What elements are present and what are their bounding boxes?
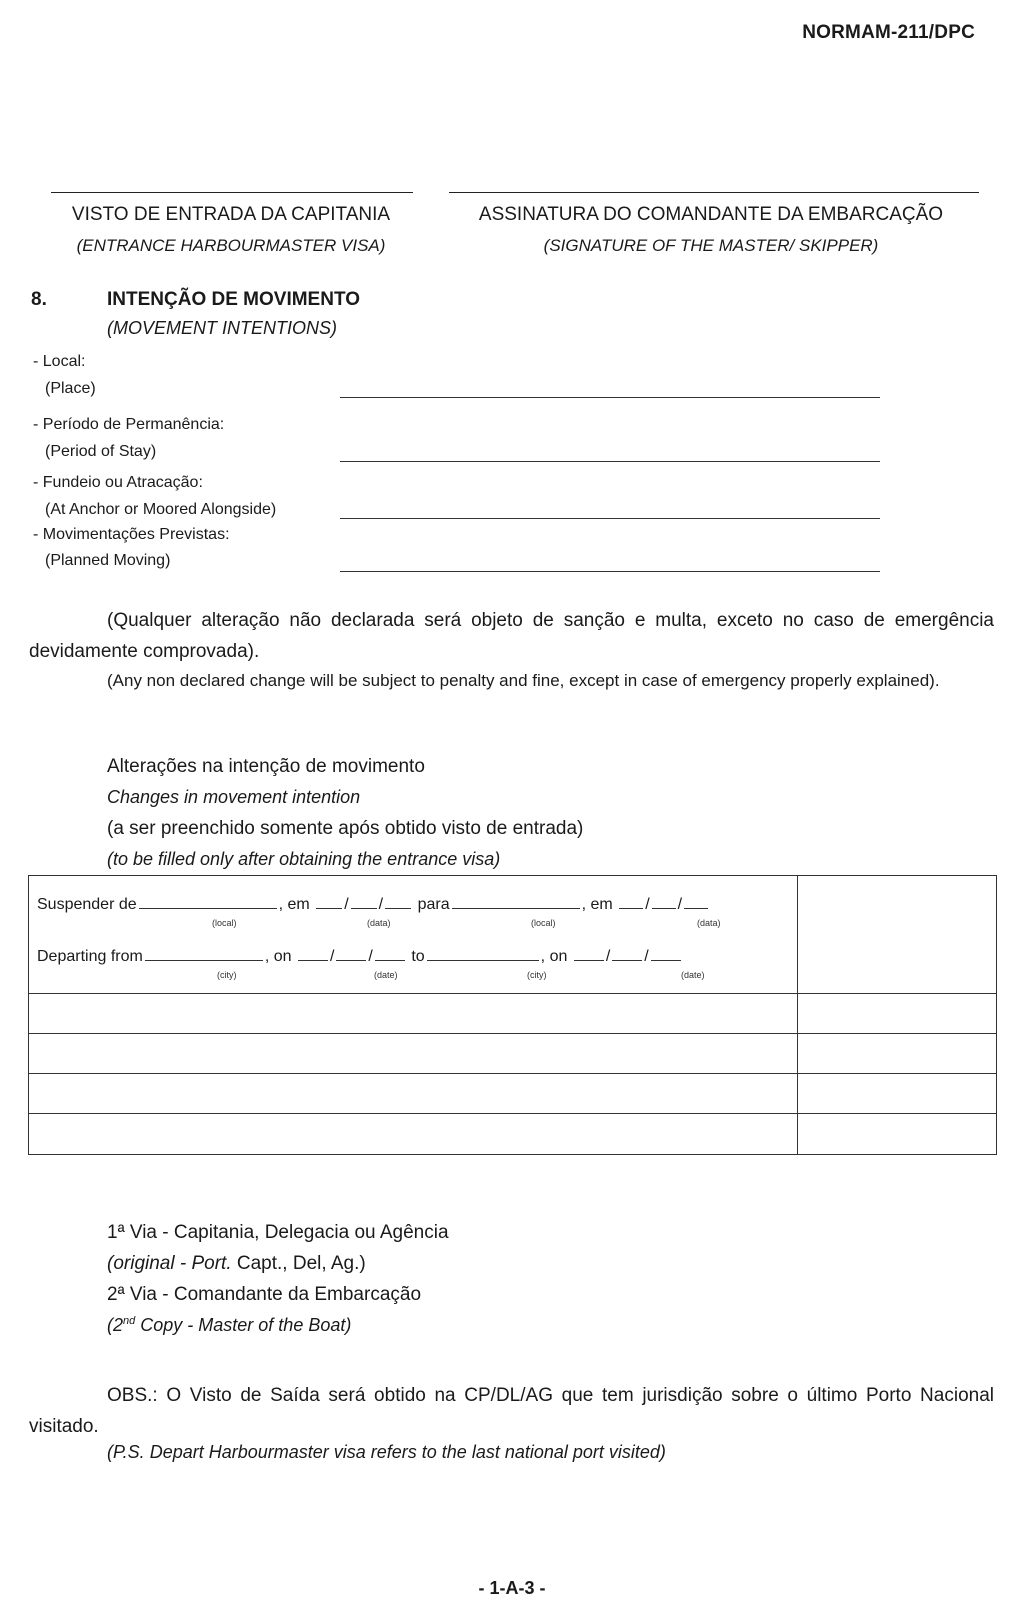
field-stay-label-en: (Period of Stay) (45, 443, 157, 460)
depart-label-pt: Suspender de (37, 896, 137, 913)
field-stay-label-pt: - Período de Permanência: (33, 416, 225, 433)
destination-place-input[interactable] (452, 894, 580, 909)
second-copy-pt: 2ª Via - Comandante da Embarcação (107, 1284, 422, 1305)
caption-place-pt: (local) (212, 918, 237, 928)
warning-en: (Any non declared change will be subject to penalty and fine, except in case of emergency properly explained). (107, 671, 940, 690)
entrance-visa-signature-line[interactable] (51, 192, 413, 193)
arrival-month-input[interactable] (652, 894, 676, 909)
caption-date-pt-2: (data) (697, 918, 721, 928)
master-signature-line[interactable] (449, 192, 979, 193)
depart-date-day-input[interactable] (298, 946, 328, 961)
caption-city-en-2: (city) (527, 970, 547, 980)
changes-title-pt: Alterações na intenção de movimento (107, 756, 425, 777)
section-subtitle: (MOVEMENT INTENTIONS) (107, 318, 337, 338)
table-row-divider (29, 1073, 996, 1074)
table-row-en: Departing from , on / / to , on / / (37, 946, 683, 966)
arrival-year-input[interactable] (684, 894, 708, 909)
depart-date-month-input[interactable] (336, 946, 366, 961)
caption-date-en: (date) (374, 970, 398, 980)
changes-title-en: Changes in movement intention (107, 787, 361, 807)
to-label-en: to (411, 948, 425, 965)
on2-label-pt: , em (581, 896, 613, 913)
depart-month-input[interactable] (351, 894, 377, 909)
on-label-en: , on (264, 948, 292, 965)
field-place-input[interactable] (340, 397, 880, 398)
depart-label-en: Departing from (37, 948, 143, 965)
first-copy-pt: 1ª Via - Capitania, Delegacia ou Agência (107, 1222, 449, 1243)
arrival-date-day-input[interactable] (574, 946, 604, 961)
page-number: - 1-A-3 - (478, 1578, 546, 1598)
document-code: NORMAM-211/DPC (802, 22, 975, 43)
section-title: INTENÇÃO DE MOVIMENTO (107, 289, 360, 310)
field-stay-input[interactable] (340, 461, 880, 462)
caption-date-en-2: (date) (681, 970, 705, 980)
movement-changes-table (28, 875, 997, 1155)
field-moving-label-en: (Planned Moving) (45, 552, 171, 569)
table-row-pt: Suspender de , em / / para , em / / (37, 894, 710, 914)
depart-date-year-input[interactable] (375, 946, 405, 961)
caption-date-pt: (data) (367, 918, 391, 928)
warning-pt: (Qualquer alteração não declarada será objeto de sanção e multa, exceto no caso de emergência devidamente comprovada). (29, 610, 994, 662)
entrance-visa-title: VISTO DE ENTRADA DA CAPITANIA (71, 204, 391, 225)
obs-pt: OBS.: O Visto de Saída será obtido na CP/DL/AG que tem jurisdição sobre o último Porto Nacional visitado. (29, 1385, 994, 1437)
to-label-pt: para (417, 896, 450, 913)
depart-year-input[interactable] (385, 894, 411, 909)
first-copy-en: (original - Port. Capt., Del, Ag.) (107, 1253, 366, 1274)
table-row-divider (29, 1033, 996, 1034)
depart-day-input[interactable] (316, 894, 342, 909)
obs-en: (P.S. Depart Harbourmaster visa refers to the last national port visited) (107, 1442, 666, 1462)
master-signature-subtitle: (SIGNATURE OF THE MASTER/ SKIPPER) (543, 236, 879, 255)
arrival-date-year-input[interactable] (651, 946, 681, 961)
table-row-divider (29, 1113, 996, 1114)
section-number: 8. (31, 289, 47, 310)
field-place-label-pt: - Local: (33, 353, 86, 370)
field-moving-label-pt: - Movimentações Previstas: (33, 526, 230, 543)
field-anchor-label-pt: - Fundeio ou Atracação: (33, 474, 203, 491)
arrival-date-month-input[interactable] (612, 946, 642, 961)
field-anchor-label-en: (At Anchor or Moored Alongside) (45, 501, 277, 518)
field-anchor-input[interactable] (340, 518, 880, 519)
caption-place-pt-2: (local) (531, 918, 556, 928)
changes-note-pt: (a ser preenchido somente após obtido visto de entrada) (107, 818, 584, 839)
arrival-day-input[interactable] (619, 894, 643, 909)
second-copy-en: (2nd Copy - Master of the Boat) (107, 1315, 352, 1335)
caption-city-en: (city) (217, 970, 237, 980)
entrance-visa-subtitle: (ENTRANCE HARBOURMASTER VISA) (76, 236, 386, 255)
changes-note-en: (to be filled only after obtaining the entrance visa) (107, 849, 501, 869)
depart-place-input[interactable] (139, 894, 277, 909)
field-place-label-en: (Place) (45, 380, 96, 397)
destination-city-input[interactable] (427, 946, 539, 961)
field-moving-input[interactable] (340, 571, 880, 572)
master-signature-title: ASSINATURA DO COMANDANTE DA EMBARCAÇÃO (478, 204, 944, 225)
on2-label-en: , on (540, 948, 568, 965)
depart-city-input[interactable] (145, 946, 263, 961)
table-row-divider (29, 993, 996, 994)
on-label-pt: , em (278, 896, 310, 913)
